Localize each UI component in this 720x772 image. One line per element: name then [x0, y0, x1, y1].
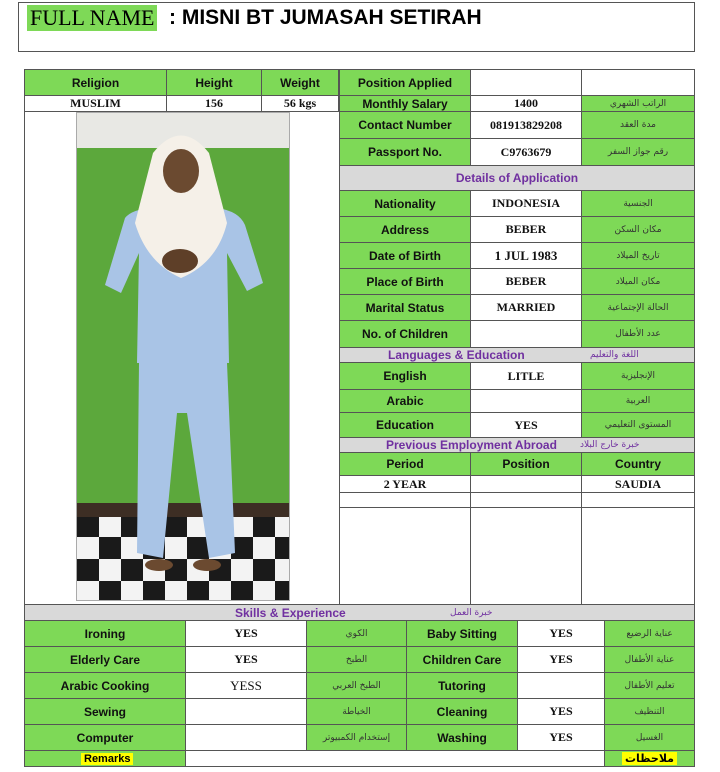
skill-computer-arabic: إستخدام الكمبيوتر: [306, 724, 407, 751]
employment-blank-area: [339, 507, 471, 605]
marital-status-label: Marital Status: [339, 294, 471, 321]
remarks-row: [24, 750, 186, 767]
date-of-birth-arabic: تاريخ الميلاد: [581, 242, 695, 269]
position-label: Position: [470, 452, 582, 476]
position-applied-arabic: [581, 69, 695, 96]
skill-baby-sitting-value: YES: [517, 620, 605, 647]
skill-arabic-cooking-label: Arabic Cooking: [24, 672, 186, 699]
nationality-label: Nationality: [339, 190, 471, 217]
monthly-salary-arabic: الراتب الشهري: [581, 95, 695, 112]
skill-children-care-label: Children Care: [406, 646, 518, 673]
employment-empty-row: [581, 492, 695, 508]
skill-arabic-cooking-arabic: الطبخ العربي: [306, 672, 407, 699]
education-value: YES: [470, 412, 582, 438]
skill-tutoring-label: Tutoring: [406, 672, 518, 699]
skill-arabic-cooking-value: YESS: [185, 672, 307, 699]
details-section-title: Details of Application: [339, 165, 695, 191]
skill-sewing-arabic: الخياطة: [306, 698, 407, 725]
arabic-label: Arabic: [339, 389, 471, 413]
skill-washing-label: Washing: [406, 724, 518, 751]
employment-blank-area: [581, 507, 695, 605]
arabic-arabic: العربية: [581, 389, 695, 413]
skill-washing-value: YES: [517, 724, 605, 751]
skill-ironing-label: Ironing: [24, 620, 186, 647]
skill-cleaning-value: YES: [517, 698, 605, 725]
contact-number-value: 081913829208: [470, 111, 582, 139]
children-arabic: عدد الأطفال: [581, 320, 695, 348]
full-name-value: : MISNI BT JUMASAH SETIRAH: [169, 6, 482, 29]
skill-baby-sitting-arabic: عناية الرضيع: [604, 620, 695, 647]
height-value: 156: [166, 95, 262, 112]
weight-value: 56 kgs: [261, 95, 339, 112]
skill-washing-arabic: الغسيل: [604, 724, 695, 751]
marital-status-arabic: الحالة الإجتماعية: [581, 294, 695, 321]
skill-sewing-value: [185, 698, 307, 725]
education-arabic: المستوى التعليمي: [581, 412, 695, 438]
skill-computer-label: Computer: [24, 724, 186, 751]
arabic-value: [470, 389, 582, 413]
employment-empty-row: [339, 492, 471, 508]
employment-blank-area: [470, 507, 582, 605]
skill-tutoring-value: [517, 672, 605, 699]
skill-elderly-care-arabic: الطبخ: [306, 646, 407, 673]
remarks-arabic: ملاحظات: [622, 752, 677, 765]
english-arabic: الإنجليزية: [581, 362, 695, 390]
employment-title-arabic: خبرة خارج البلاد: [580, 440, 640, 450]
languages-title-text: Languages & Education: [388, 348, 525, 362]
skill-children-care-arabic: عناية الأطفال: [604, 646, 695, 673]
full-name-label: FULL NAME: [27, 5, 157, 31]
employment-section-title: [339, 437, 695, 453]
place-of-birth-value: BEBER: [470, 268, 582, 295]
date-of-birth-value: 1 JUL 1983: [470, 242, 582, 269]
skill-ironing-arabic: الكوي: [306, 620, 407, 647]
nationality-value: INDONESIA: [470, 190, 582, 217]
skill-computer-value: [185, 724, 307, 751]
skill-cleaning-label: Cleaning: [406, 698, 518, 725]
marital-status-value: MARRIED: [470, 294, 582, 321]
languages-section-title: [339, 347, 695, 363]
address-arabic: مكان السكن: [581, 216, 695, 243]
skills-section-title: [24, 604, 695, 621]
nationality-arabic: الجنسية: [581, 190, 695, 217]
religion-value: MUSLIM: [24, 95, 167, 112]
position-applied-label: Position Applied: [339, 69, 471, 96]
children-value: [470, 320, 582, 348]
education-label: Education: [339, 412, 471, 438]
remarks-label: Remarks: [81, 753, 133, 765]
english-label: English: [339, 362, 471, 390]
children-label: No. of Children: [339, 320, 471, 348]
skill-ironing-value: YES: [185, 620, 307, 647]
skill-cleaning-arabic: التنظيف: [604, 698, 695, 725]
contact-number-arabic: مدة العقد: [581, 111, 695, 139]
skill-tutoring-arabic: تعليم الأطفال: [604, 672, 695, 699]
applicant-photo: [76, 112, 290, 601]
contact-number-label: Contact Number: [339, 111, 471, 139]
country-label: Country: [581, 452, 695, 476]
position-value: [470, 475, 582, 493]
skill-sewing-label: Sewing: [24, 698, 186, 725]
address-label: Address: [339, 216, 471, 243]
full-name-header: [18, 2, 695, 52]
country-value: SAUDIA: [581, 475, 695, 493]
weight-label: Weight: [261, 69, 339, 96]
skills-title-text: Skills & Experience: [235, 605, 346, 620]
employment-empty-row: [470, 492, 582, 508]
monthly-salary-value: 1400: [470, 95, 582, 112]
period-value: 2 YEAR: [339, 475, 471, 493]
passport-no-arabic: رقم جواز السفر: [581, 138, 695, 166]
period-label: Period: [339, 452, 471, 476]
skills-title-arabic: خبرة العمل: [450, 607, 493, 618]
skill-elderly-care-value: YES: [185, 646, 307, 673]
skill-elderly-care-label: Elderly Care: [24, 646, 186, 673]
employment-title-text: Previous Employment Abroad: [386, 438, 557, 452]
languages-title-arabic: اللغة والتعليم: [590, 350, 639, 360]
remarks-input-area[interactable]: [185, 750, 605, 767]
monthly-salary-label: Monthly Salary: [339, 95, 471, 112]
religion-label: Religion: [24, 69, 167, 96]
remarks-arabic-cell: [604, 750, 695, 767]
applicant-photo-image: [77, 113, 290, 601]
skill-baby-sitting-label: Baby Sitting: [406, 620, 518, 647]
english-value: LITLE: [470, 362, 582, 390]
passport-no-value: C9763679: [470, 138, 582, 166]
address-value: BEBER: [470, 216, 582, 243]
passport-no-label: Passport No.: [339, 138, 471, 166]
position-applied-value: [470, 69, 582, 96]
skill-children-care-value: YES: [517, 646, 605, 673]
date-of-birth-label: Date of Birth: [339, 242, 471, 269]
height-label: Height: [166, 69, 262, 96]
place-of-birth-label: Place of Birth: [339, 268, 471, 295]
place-of-birth-arabic: مكان الميلاد: [581, 268, 695, 295]
